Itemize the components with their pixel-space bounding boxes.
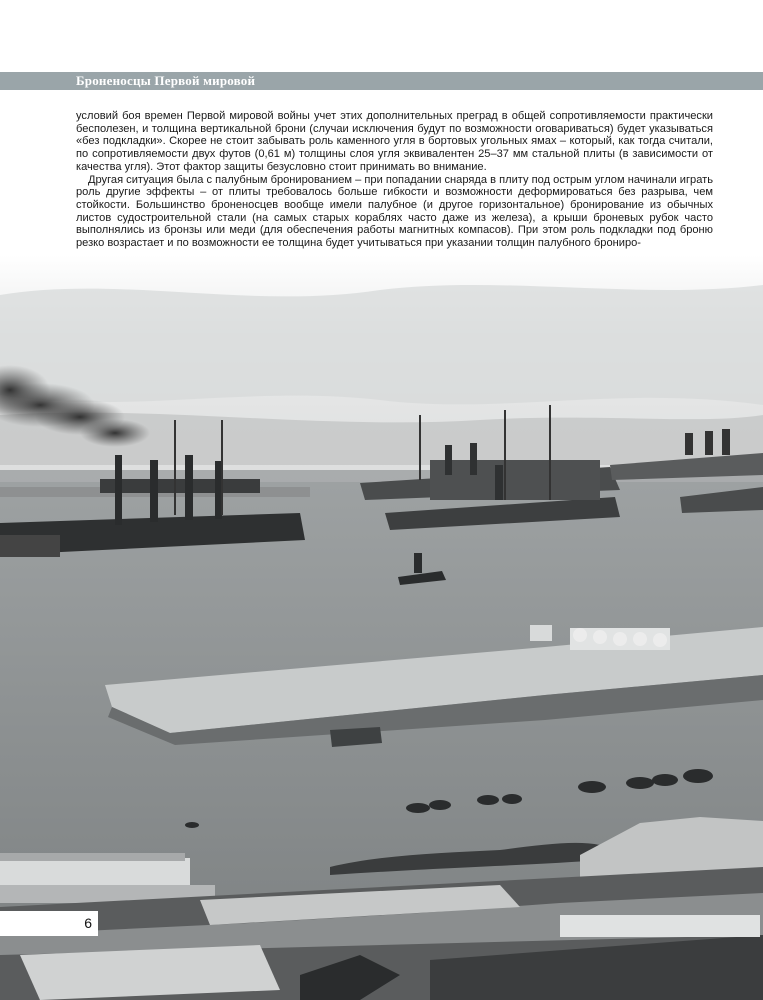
article-paragraph: Другая ситуация была с палубным бронированием – при попадании снаряда в плиту под острым углом начинали играть роль другие эффекты – от плиты требовалось больше гибкости и возможности деформироваться без разрыва, чем стойкости. Большинство броненосцев вообще имели палубное (и другое горизонтальное) бронирование из обычных листов судостроительной стали (на самых старых кораблях часто даже из железа), а крыши броневых рубок часто выполнялись из бронзы или меди (для обеспечения работы магнитных компасов). При этом роль подкладки под броню резко возрастает и по возможности ее толщина будет учитываться при указании толщин палубного брониро- bbox=[76, 173, 713, 250]
section-header-bar bbox=[0, 72, 763, 90]
article-body bbox=[76, 110, 713, 250]
page-number-tab bbox=[0, 911, 98, 936]
page-number: 6 bbox=[84, 915, 92, 931]
article-paragraph: условий боя времен Первой мировой войны учет этих дополнительных преград в общей сопротивляемости практически бесполезен, и толщина вертикальной брони (случаи исключения будут по возможности оговариваться) будет указываться «без подкладки». Скорее не стоит забывать роль каменного угля в бортовых угольных ямах – который, как тогда считали, по сопротивляемости двух футов (0,61 м) толщины слоя угля эквивалентен 25–37 мм стальной плиты (в зависимости от качества угля). Этот фактор защиты безусловно стоит принимать во внимание. bbox=[76, 110, 713, 173]
harbor-photograph bbox=[0, 255, 763, 1000]
section-title: Броненосцы Первой мировой bbox=[76, 73, 256, 88]
